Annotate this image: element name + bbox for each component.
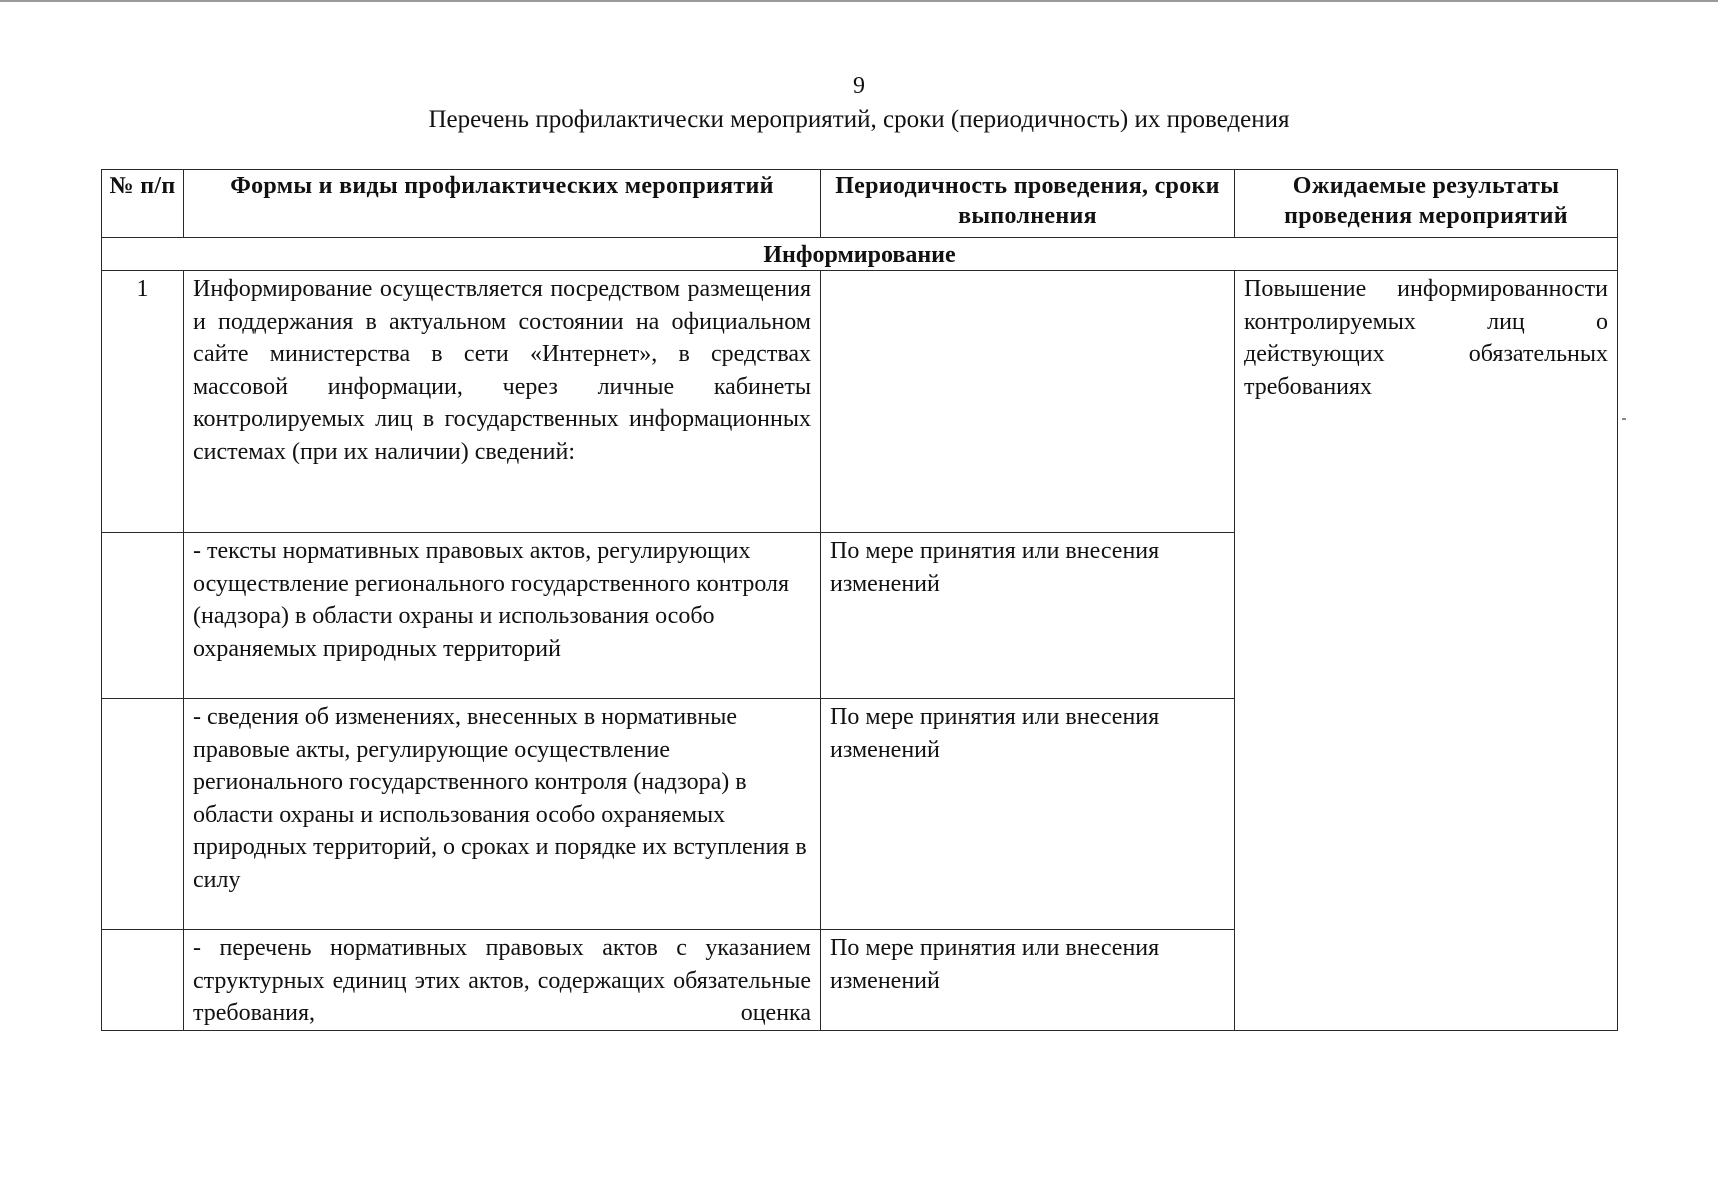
document-title: Перечень профилактически мероприятий, сроки (периодичность) их проведения	[428, 106, 1290, 133]
table-row	[102, 271, 1618, 533]
row-period: По мере принятия или внесения изменений	[821, 699, 1235, 930]
row-period	[821, 271, 1235, 533]
header-results: Ожидаемые результаты проведения мероприятий	[1235, 170, 1618, 238]
section-row	[102, 238, 1618, 271]
row-results: Повышение информированности контролируемых лиц о действующих обязательных требованиях	[1235, 271, 1618, 1031]
page-top-edge	[0, 0, 1718, 2]
table-header-row	[102, 170, 1618, 238]
scan-mark	[1622, 418, 1626, 420]
row-number	[102, 699, 184, 930]
row-period: По мере принятия или внесения изменений	[821, 533, 1235, 699]
row-forms: - тексты нормативных правовых актов, регулирующих осуществление регионального государственного контроля (надзора) в области охраны и использования особо охраняемых природных территорий	[184, 533, 821, 699]
header-num: № п/п	[102, 170, 184, 238]
header-period: Периодичность проведения, сроки выполнения	[821, 170, 1235, 238]
header-forms: Формы и виды профилактических мероприятий	[184, 170, 821, 238]
section-title: Информирование	[102, 238, 1618, 271]
row-number	[102, 930, 184, 1031]
measures-table	[101, 169, 1618, 1031]
row-number: 1	[102, 271, 184, 533]
row-number	[102, 533, 184, 699]
row-period: По мере принятия или внесения изменений	[821, 930, 1235, 1031]
row-forms: - сведения об изменениях, внесенных в нормативные правовые акты, регулирующие осуществление регионального государственного контроля (надзора) в области охраны и использования особо охраняемых природных территорий, о сроках и порядке их вступления в силу	[184, 699, 821, 930]
page-number: 9	[853, 73, 865, 99]
row-forms: Информирование осуществляется посредством размещения и поддержания в актуальном состоянии на официальном сайте министерства в сети «Интернет», в средствах массовой информации, через личные кабинеты контролируемых лиц в государственных информационных системах (при их наличии) сведений:	[184, 271, 821, 533]
row-forms: - перечень нормативных правовых актов с указанием структурных единиц этих актов, содержащих обязательные требования, оценка	[184, 930, 821, 1031]
